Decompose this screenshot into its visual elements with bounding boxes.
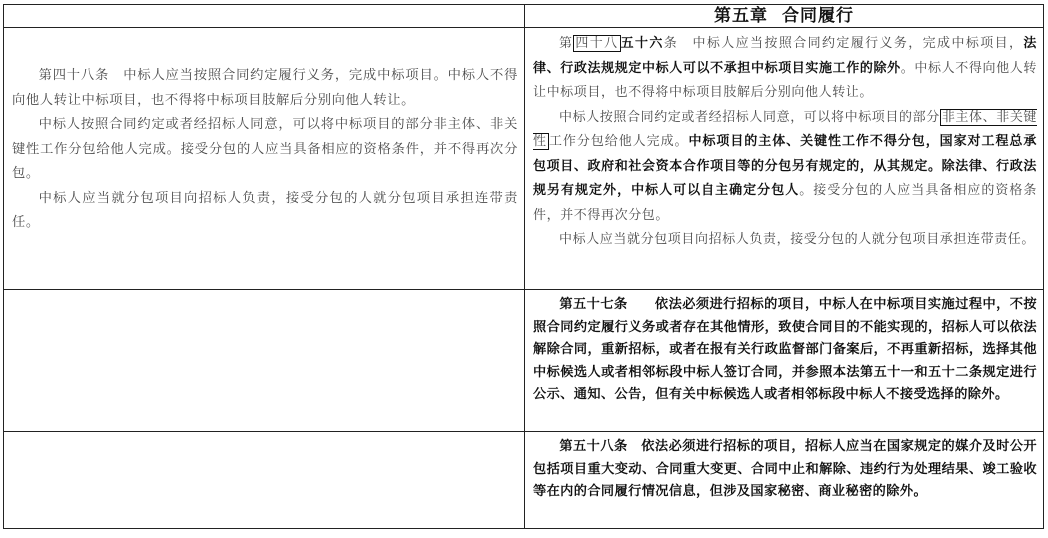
new-article-58-cell [525, 432, 1044, 529]
comparison-table [3, 4, 1044, 529]
old-article-48-para-1: 第四十八条 中标人应当按照合同约定履行义务，完成中标项目。中标人不得向他人转让中标项目，也不得将中标项目肢解后分别向他人转让。 [12, 68, 518, 108]
old-empty-cell-2 [4, 290, 525, 432]
article-prefix: 第 [559, 36, 574, 51]
header-left-empty-cell [4, 5, 525, 28]
new-article-56-para-1 [533, 32, 1037, 106]
article-56-p2-tail: 。接受分包的人应当具备相应的资格条件，并不得再次分包。 [533, 183, 1037, 223]
new-article-56-para-2 [533, 106, 1037, 229]
new-article-57-text: 第五十七条 依法必须进行招标的项目，中标人在中标项目实施过程中，不按照合同约定履行义务或者存在其他情形，致使合同目的不能实现的，招标人可以依法解除合同，重新招标，或者在报有关行政监督部门备案后，不再重新招标，选择其他中标候选人或者相邻标段中标人签订合同，并参照本法第五十一和五十二条规定进行公示、通知、公告，但有关中标候选人或者相邻标段中标人不接受选择的除外。 [533, 297, 1037, 403]
new-article-57-cell [525, 290, 1044, 432]
new-article-58-text: 第五十八条 依法必须进行招标的项目，招标人应当在国家规定的媒介及时公开包括项目重大变动、合同重大变更、合同中止和解除、违约行为处理结果、竣工验收等在内的合同履行情况信息，但涉及国家秘密、商业秘密的除外。 [533, 439, 1037, 500]
new-article-number: 五十六 [620, 36, 664, 51]
deleted-article-number: 四十八 [575, 36, 619, 51]
article-56-added-text: 法律、行政法规规定中标人可以不承担中标项目实施工作的除外 [533, 36, 1037, 76]
old-article-48-cell [4, 28, 525, 290]
old-article-48-para-2: 中标人按照合同约定或者经招标人同意，可以将中标项目的部分非主体、非关键性工作分包给他人完成。接受分包的人应当具备相应的资格条件，并不得再次分包。 [12, 117, 518, 181]
new-article-56-cell [525, 28, 1044, 290]
article-56-p2-text: 中标人按照合同约定或者经招标人同意，可以将中标项目的部分 [559, 109, 940, 125]
deleted-phrase-box: 非主体、非关键性 [533, 109, 1038, 149]
article-56-text: 条 中标人应当按照合同约定履行义务，完成中标项目， [663, 36, 1024, 51]
old-empty-cell-3 [4, 432, 525, 529]
chapter-name: 合同履行 [782, 6, 854, 26]
chapter-title [525, 5, 1043, 27]
article-56-p2-text2: 工作分包给他人完成。 [548, 134, 689, 149]
new-article-56-para-3: 中标人应当就分包项目向招标人负责，接受分包的人就分包项目承担连带责任。 [559, 232, 1036, 247]
chapter-number: 第五章 [714, 6, 768, 26]
article-56-p2-added-text: 中标项目的主体、关键性工作不得分包，国家对工程总承包项目、政府和社会资本合作项目等的分包另有规定的，从其规定。除法律、行政法规另有规定外，中标人可以自主确定分包人 [533, 134, 1037, 198]
article-56-tail: 。中标人不得向他人转让中标项目，也不得将中标项目肢解后分别向他人转让。 [533, 60, 1037, 100]
chapter-header-cell [525, 5, 1044, 28]
old-article-48-para-3: 中标人应当就分包项目向招标人负责，接受分包的人就分包项目承担连带责任。 [12, 190, 518, 230]
